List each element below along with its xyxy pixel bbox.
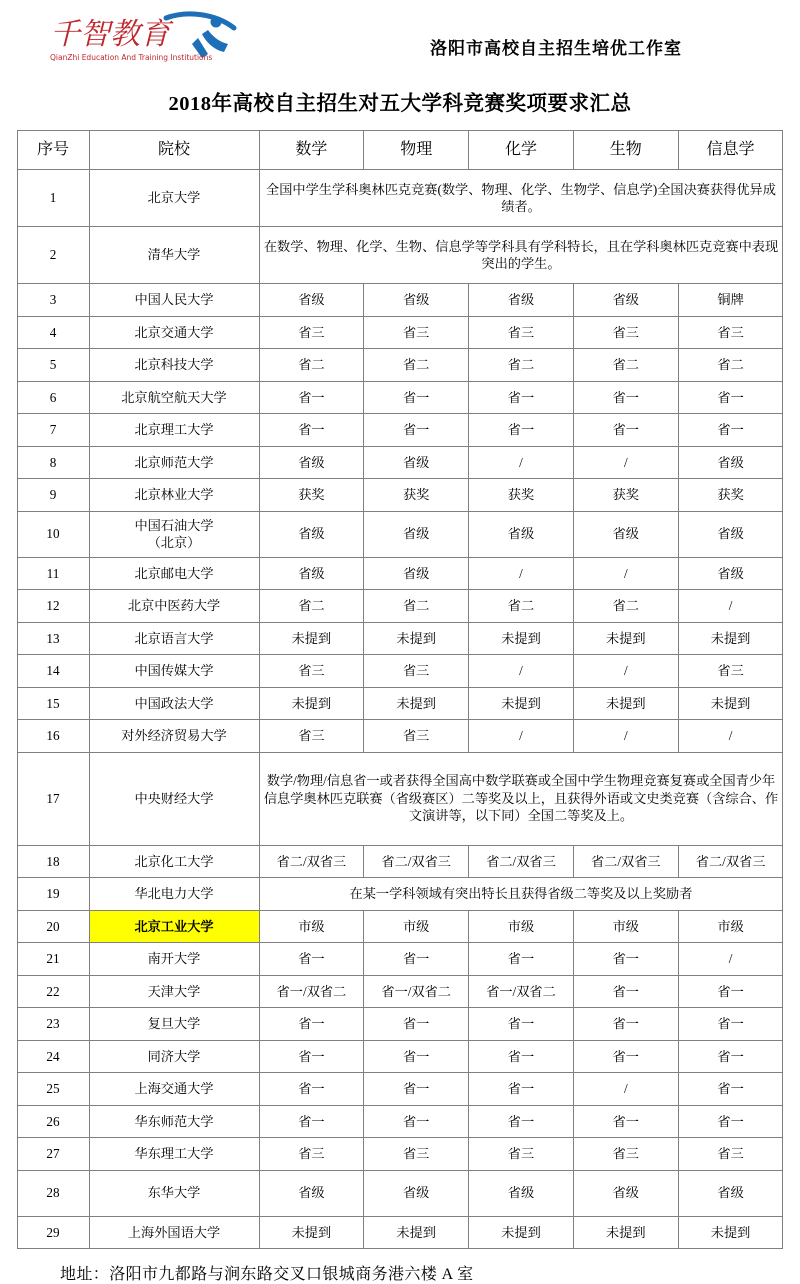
svg-text:千智教育: 千智教育 — [50, 17, 170, 52]
table-row — [17, 557, 783, 590]
table-row — [17, 1105, 783, 1138]
subject-requirement-cell: 未提到 — [259, 622, 364, 655]
page-header — [0, 0, 800, 78]
subject-requirement-cell: 省级 — [469, 284, 574, 317]
row-index-cell: 5 — [17, 349, 89, 382]
subject-requirement-cell: / — [678, 720, 783, 753]
university-name-cell: 东华大学 — [89, 1170, 259, 1216]
table-row — [17, 1008, 783, 1041]
table-row — [17, 687, 783, 720]
column-header-biology: 生物 — [573, 131, 678, 170]
subject-requirement-cell: 省一 — [364, 943, 469, 976]
row-index-cell: 4 — [17, 316, 89, 349]
subject-requirement-cell: 获奖 — [678, 479, 783, 512]
subject-requirement-cell: 省一 — [469, 943, 574, 976]
subject-requirement-cell: / — [678, 590, 783, 623]
row-index-cell: 22 — [17, 975, 89, 1008]
table-row — [17, 943, 783, 976]
subject-requirement-cell: 省一 — [573, 943, 678, 976]
subject-requirement-cell: 省级 — [259, 1170, 364, 1216]
page-title: 2018年高校自主招生对五大学科竞赛奖项要求汇总 — [168, 93, 632, 115]
subject-requirement-cell: 省一 — [364, 381, 469, 414]
row-index-cell: 19 — [17, 878, 89, 911]
awards-requirements-table — [17, 130, 784, 1249]
row-index-cell: 12 — [17, 590, 89, 623]
subject-requirement-cell: 省三 — [364, 720, 469, 753]
subject-requirement-cell: 省级 — [469, 511, 574, 557]
subject-requirement-cell: 省一 — [678, 381, 783, 414]
table-row — [17, 1216, 783, 1249]
row-index-cell: 8 — [17, 446, 89, 479]
subject-requirement-cell: 省一 — [259, 1073, 364, 1106]
subject-requirement-cell: 未提到 — [259, 687, 364, 720]
university-name-cell: 中国人民大学 — [89, 284, 259, 317]
subject-requirement-cell: 省二 — [364, 349, 469, 382]
column-header-math: 数学 — [259, 131, 364, 170]
subject-requirement-cell: 省级 — [364, 1170, 469, 1216]
subject-requirement-cell: 未提到 — [678, 687, 783, 720]
column-header-university: 院校 — [89, 131, 259, 170]
subject-requirement-cell: 获奖 — [469, 479, 574, 512]
table-row — [17, 720, 783, 753]
subject-requirement-cell: 省一 — [364, 1073, 469, 1106]
row-index-cell: 13 — [17, 622, 89, 655]
subject-requirement-cell: 省一/双省二 — [469, 975, 574, 1008]
table-row — [17, 975, 783, 1008]
subject-requirement-cell: 省二/双省三 — [469, 845, 574, 878]
subject-requirement-cell: 省三 — [259, 655, 364, 688]
subject-requirement-cell: 省二 — [469, 590, 574, 623]
subject-requirement-cell: 省一 — [573, 1105, 678, 1138]
subject-requirement-cell: 市级 — [678, 910, 783, 943]
subject-requirement-cell: 未提到 — [573, 622, 678, 655]
university-name-cell: 清华大学 — [89, 227, 259, 284]
subject-requirement-cell: 省二 — [573, 590, 678, 623]
subject-requirement-cell: 省一 — [259, 1040, 364, 1073]
table-row — [17, 349, 783, 382]
subject-requirement-cell: 市级 — [364, 910, 469, 943]
table-row — [17, 910, 783, 943]
table-row — [17, 479, 783, 512]
university-name-cell: 中国石油大学 （北京） — [89, 511, 259, 557]
row-index-cell: 20 — [17, 910, 89, 943]
university-name-cell: 北京交通大学 — [89, 316, 259, 349]
subject-requirement-cell: 省级 — [364, 511, 469, 557]
subject-requirement-cell: 省级 — [573, 511, 678, 557]
row-index-cell: 24 — [17, 1040, 89, 1073]
subject-requirement-cell: 未提到 — [364, 687, 469, 720]
subject-requirement-cell: 省一 — [259, 381, 364, 414]
subject-requirement-cell: 未提到 — [573, 687, 678, 720]
subject-requirement-cell: 省二 — [259, 590, 364, 623]
subject-requirement-cell: 省级 — [259, 557, 364, 590]
subject-requirement-cell: 省三 — [364, 316, 469, 349]
subject-requirement-cell: / — [573, 446, 678, 479]
subject-requirement-cell: 省一 — [678, 1073, 783, 1106]
subject-requirement-cell: 省一 — [573, 975, 678, 1008]
subject-requirement-cell: 省三 — [678, 1138, 783, 1171]
subject-requirement-cell: 省一 — [678, 1008, 783, 1041]
subject-requirement-cell: / — [573, 557, 678, 590]
table-row — [17, 878, 783, 911]
svg-text:QianZhi Education And Training: QianZhi Education And Training Institutions — [50, 53, 213, 62]
table-row — [17, 381, 783, 414]
table-body — [17, 170, 783, 1249]
table-row — [17, 1138, 783, 1171]
subject-requirement-cell: 未提到 — [573, 1216, 678, 1249]
university-name-cell: 北京化工大学 — [89, 845, 259, 878]
university-name-cell: 北京航空航天大学 — [89, 381, 259, 414]
subject-requirement-cell: 未提到 — [469, 622, 574, 655]
table-row — [17, 845, 783, 878]
university-name-cell: 对外经济贸易大学 — [89, 720, 259, 753]
row-index-cell: 11 — [17, 557, 89, 590]
row-index-cell: 2 — [17, 227, 89, 284]
row-index-cell: 25 — [17, 1073, 89, 1106]
row-index-cell: 21 — [17, 943, 89, 976]
table-row — [17, 446, 783, 479]
subject-requirement-cell: 省一 — [364, 1040, 469, 1073]
table-row — [17, 316, 783, 349]
subject-requirement-cell: 省一 — [573, 414, 678, 447]
subject-requirement-cell: 省一 — [573, 1040, 678, 1073]
subject-requirement-cell: 省级 — [364, 446, 469, 479]
subject-requirement-cell: 省级 — [678, 1170, 783, 1216]
university-name-cell: 中国传媒大学 — [89, 655, 259, 688]
subject-requirement-cell: 省二 — [364, 590, 469, 623]
subject-requirement-cell: / — [469, 446, 574, 479]
row-index-cell: 3 — [17, 284, 89, 317]
column-header-physics: 物理 — [364, 131, 469, 170]
subject-requirement-cell: 省三 — [469, 1138, 574, 1171]
subject-requirement-cell: 省一 — [259, 1105, 364, 1138]
subject-requirement-cell: 省级 — [573, 1170, 678, 1216]
table-row — [17, 1170, 783, 1216]
row-index-cell: 9 — [17, 479, 89, 512]
subject-requirement-cell: 省三 — [364, 655, 469, 688]
subject-requirement-cell: 省一 — [469, 1040, 574, 1073]
table-row — [17, 414, 783, 447]
footer-address: 地址：洛阳市九都路与涧东路交叉口银城商务港六楼 A 室 — [60, 1266, 474, 1283]
requirement-text-cell: 全国中学生学科奥林匹克竞赛(数学、物理、化学、生物学、信息学)全国决赛获得优异成绩者。 — [259, 170, 783, 227]
subject-requirement-cell: 省二 — [678, 349, 783, 382]
subject-requirement-cell: 省二/双省三 — [573, 845, 678, 878]
subject-requirement-cell: 省一 — [469, 1105, 574, 1138]
row-index-cell: 6 — [17, 381, 89, 414]
row-index-cell: 28 — [17, 1170, 89, 1216]
subject-requirement-cell: 市级 — [259, 910, 364, 943]
subject-requirement-cell: 省二/双省三 — [678, 845, 783, 878]
subject-requirement-cell: 省二/双省三 — [364, 845, 469, 878]
subject-requirement-cell: 省级 — [678, 446, 783, 479]
subject-requirement-cell: 省级 — [678, 557, 783, 590]
subject-requirement-cell: / — [573, 655, 678, 688]
table-row — [17, 170, 783, 227]
subject-requirement-cell: 省三 — [678, 316, 783, 349]
subject-requirement-cell: / — [469, 655, 574, 688]
subject-requirement-cell: 未提到 — [364, 622, 469, 655]
subject-requirement-cell: 省一 — [259, 943, 364, 976]
table-row — [17, 227, 783, 284]
row-index-cell: 7 — [17, 414, 89, 447]
subject-requirement-cell: 获奖 — [364, 479, 469, 512]
subject-requirement-cell: / — [678, 943, 783, 976]
university-name-cell: 北京中医药大学 — [89, 590, 259, 623]
table-row — [17, 752, 783, 845]
subject-requirement-cell: 未提到 — [678, 622, 783, 655]
university-name-cell: 南开大学 — [89, 943, 259, 976]
university-name-cell: 上海交通大学 — [89, 1073, 259, 1106]
subject-requirement-cell: 省级 — [573, 284, 678, 317]
subject-requirement-cell: 省三 — [364, 1138, 469, 1171]
table-row — [17, 590, 783, 623]
subject-requirement-cell: 未提到 — [469, 1216, 574, 1249]
subject-requirement-cell: 省二/双省三 — [259, 845, 364, 878]
subject-requirement-cell: 省一 — [678, 975, 783, 1008]
table-row — [17, 655, 783, 688]
university-name-cell: 华东师范大学 — [89, 1105, 259, 1138]
table-header-row — [17, 131, 783, 170]
row-index-cell: 10 — [17, 511, 89, 557]
university-name-cell: 北京大学 — [89, 170, 259, 227]
subject-requirement-cell: 省一 — [259, 414, 364, 447]
subject-requirement-cell: 省级 — [469, 1170, 574, 1216]
subject-requirement-cell: 未提到 — [364, 1216, 469, 1249]
table-row — [17, 1073, 783, 1106]
table-row — [17, 622, 783, 655]
subject-requirement-cell: 未提到 — [678, 1216, 783, 1249]
subject-requirement-cell: 未提到 — [469, 687, 574, 720]
subject-requirement-cell: 省一 — [364, 414, 469, 447]
university-name-cell: 北京科技大学 — [89, 349, 259, 382]
subject-requirement-cell: 省级 — [259, 511, 364, 557]
subject-requirement-cell: 铜牌 — [678, 284, 783, 317]
subject-requirement-cell: / — [469, 720, 574, 753]
university-name-cell: 北京理工大学 — [89, 414, 259, 447]
subject-requirement-cell: 省一 — [469, 414, 574, 447]
university-name-cell: 上海外国语大学 — [89, 1216, 259, 1249]
subject-requirement-cell: 省一 — [573, 1008, 678, 1041]
row-index-cell: 18 — [17, 845, 89, 878]
university-name-cell: 中国政法大学 — [89, 687, 259, 720]
requirement-text-cell: 在某一学科领域有突出特长且获得省级二等奖及以上奖励者 — [259, 878, 783, 911]
university-name-cell: 北京工业大学 — [89, 910, 259, 943]
subject-requirement-cell: 省一 — [678, 1105, 783, 1138]
subject-requirement-cell: 省三 — [259, 316, 364, 349]
subject-requirement-cell: 省三 — [259, 720, 364, 753]
subject-requirement-cell: 省二 — [259, 349, 364, 382]
subject-requirement-cell: / — [469, 557, 574, 590]
university-name-cell: 华北电力大学 — [89, 878, 259, 911]
row-index-cell: 17 — [17, 752, 89, 845]
row-index-cell: 1 — [17, 170, 89, 227]
subject-requirement-cell: 省一 — [469, 381, 574, 414]
subject-requirement-cell: 省级 — [678, 511, 783, 557]
subject-requirement-cell: 省三 — [573, 1138, 678, 1171]
subject-requirement-cell: 获奖 — [259, 479, 364, 512]
subject-requirement-cell: 省一 — [469, 1073, 574, 1106]
column-header-informatics: 信息学 — [678, 131, 783, 170]
subject-requirement-cell: / — [573, 720, 678, 753]
column-header-chemistry: 化学 — [469, 131, 574, 170]
table-row — [17, 284, 783, 317]
row-index-cell: 29 — [17, 1216, 89, 1249]
table-row — [17, 511, 783, 557]
subject-requirement-cell: 省一 — [469, 1008, 574, 1041]
company-logo — [48, 8, 238, 68]
row-index-cell: 16 — [17, 720, 89, 753]
subject-requirement-cell: 省三 — [678, 655, 783, 688]
table-row — [17, 1040, 783, 1073]
row-index-cell: 23 — [17, 1008, 89, 1041]
row-index-cell: 14 — [17, 655, 89, 688]
subject-requirement-cell: 市级 — [469, 910, 574, 943]
subject-requirement-cell: 省一/双省二 — [364, 975, 469, 1008]
subject-requirement-cell: 省三 — [469, 316, 574, 349]
subject-requirement-cell: 省一/双省二 — [259, 975, 364, 1008]
subject-requirement-cell: 省级 — [364, 557, 469, 590]
subject-requirement-cell: 获奖 — [573, 479, 678, 512]
university-name-cell: 天津大学 — [89, 975, 259, 1008]
university-name-cell: 同济大学 — [89, 1040, 259, 1073]
university-name-cell: 北京林业大学 — [89, 479, 259, 512]
subject-requirement-cell: 省一 — [678, 414, 783, 447]
subject-requirement-cell: 省一 — [259, 1008, 364, 1041]
requirement-text-cell: 在数学、物理、化学、生物、信息学等学科具有学科特长，且在学科奥林匹克竞赛中表现突出的学生。 — [259, 227, 783, 284]
subject-requirement-cell: 未提到 — [259, 1216, 364, 1249]
subject-requirement-cell: 省三 — [573, 316, 678, 349]
university-name-cell: 中央财经大学 — [89, 752, 259, 845]
requirement-text-cell: 数学/物理/信息省一或者获得全国高中数学联赛或全国中学生物理竞赛复赛或全国青少年信息学奥林匹克联赛（省级赛区）二等奖及以上，且获得外语或文史类竞赛（含综合、作文演讲等，以下同）全国二等奖及上。 — [259, 752, 783, 845]
university-name-cell: 北京师范大学 — [89, 446, 259, 479]
row-index-cell: 15 — [17, 687, 89, 720]
subject-requirement-cell: / — [573, 1073, 678, 1106]
subject-requirement-cell: 省一 — [364, 1105, 469, 1138]
row-index-cell: 27 — [17, 1138, 89, 1171]
subject-requirement-cell: 省二 — [469, 349, 574, 382]
column-header-no: 序号 — [17, 131, 89, 170]
university-name-cell: 复旦大学 — [89, 1008, 259, 1041]
subject-requirement-cell: 省级 — [364, 284, 469, 317]
subject-requirement-cell: 市级 — [573, 910, 678, 943]
university-name-cell: 北京邮电大学 — [89, 557, 259, 590]
subject-requirement-cell: 省二 — [573, 349, 678, 382]
organization-title: 洛阳市高校自主招生培优工作室 — [430, 39, 682, 58]
university-name-cell: 华东理工大学 — [89, 1138, 259, 1171]
subject-requirement-cell: 省三 — [259, 1138, 364, 1171]
subject-requirement-cell: 省级 — [259, 446, 364, 479]
university-name-cell: 北京语言大学 — [89, 622, 259, 655]
subject-requirement-cell: 省一 — [678, 1040, 783, 1073]
subject-requirement-cell: 省级 — [259, 284, 364, 317]
subject-requirement-cell: 省一 — [364, 1008, 469, 1041]
subject-requirement-cell: 省一 — [573, 381, 678, 414]
row-index-cell: 26 — [17, 1105, 89, 1138]
